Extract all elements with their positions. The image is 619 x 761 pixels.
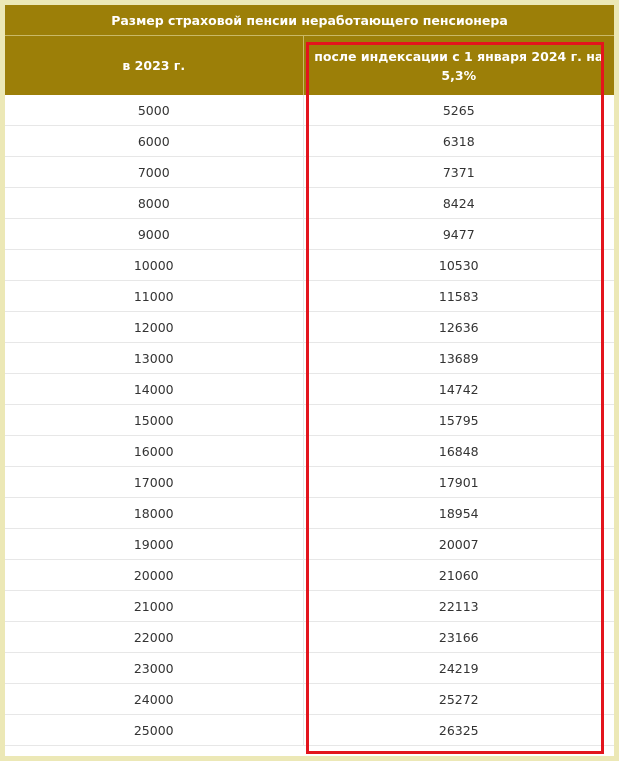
cell-2023-value: 18000 <box>5 498 303 529</box>
cell-2024-value: 6318 <box>303 126 614 157</box>
table-row <box>5 560 614 591</box>
cell-2023-value: 23000 <box>5 653 303 684</box>
cell-2023-value: 25000 <box>5 715 303 746</box>
cell-2024-value: 11583 <box>303 281 614 312</box>
table-row <box>5 250 614 281</box>
cell-2024-value: 22113 <box>303 591 614 622</box>
cell-2024-value: 23166 <box>303 622 614 653</box>
cell-2024-value: 21060 <box>303 560 614 591</box>
cell-2023-value: 10000 <box>5 250 303 281</box>
table-row <box>5 157 614 188</box>
cell-2023-value: 21000 <box>5 591 303 622</box>
cell-2023-value: 15000 <box>5 405 303 436</box>
cell-2024-value: 20007 <box>303 529 614 560</box>
table-title-row <box>5 5 614 36</box>
cell-2023-value: 24000 <box>5 684 303 715</box>
cell-2023-value: 6000 <box>5 126 303 157</box>
column-header-2023: в 2023 г. <box>5 36 303 96</box>
cell-2024-value: 18954 <box>303 498 614 529</box>
cell-2024-value: 8424 <box>303 188 614 219</box>
cell-2023-value: 17000 <box>5 467 303 498</box>
cell-2023-value: 19000 <box>5 529 303 560</box>
column-header-2024: после индексации с 1 января 2024 г. на 5,3% <box>303 36 614 96</box>
table-title: Размер страховой пенсии неработающего пенсионера <box>5 5 614 36</box>
table-row <box>5 312 614 343</box>
cell-2023-value: 14000 <box>5 374 303 405</box>
cell-2024-value: 10530 <box>303 250 614 281</box>
table-row <box>5 653 614 684</box>
cell-2023-value: 5000 <box>5 95 303 126</box>
table-row <box>5 281 614 312</box>
pension-table <box>5 5 614 746</box>
table-row <box>5 436 614 467</box>
table-row <box>5 622 614 653</box>
table-row <box>5 374 614 405</box>
column-header-row <box>5 36 614 96</box>
cell-2023-value: 11000 <box>5 281 303 312</box>
cell-2024-value: 5265 <box>303 95 614 126</box>
table-row <box>5 498 614 529</box>
table-row <box>5 219 614 250</box>
cell-2023-value: 22000 <box>5 622 303 653</box>
cell-2024-value: 17901 <box>303 467 614 498</box>
table-body <box>5 95 614 746</box>
cell-2023-value: 9000 <box>5 219 303 250</box>
table-row <box>5 591 614 622</box>
table-row <box>5 95 614 126</box>
cell-2024-value: 7371 <box>303 157 614 188</box>
cell-2023-value: 16000 <box>5 436 303 467</box>
table-row <box>5 715 614 746</box>
cell-2024-value: 12636 <box>303 312 614 343</box>
table-row <box>5 684 614 715</box>
cell-2024-value: 9477 <box>303 219 614 250</box>
table-row <box>5 405 614 436</box>
cell-2024-value: 14742 <box>303 374 614 405</box>
table-row <box>5 467 614 498</box>
table-row <box>5 188 614 219</box>
cell-2024-value: 15795 <box>303 405 614 436</box>
cell-2023-value: 12000 <box>5 312 303 343</box>
cell-2023-value: 13000 <box>5 343 303 374</box>
cell-2024-value: 24219 <box>303 653 614 684</box>
cell-2024-value: 13689 <box>303 343 614 374</box>
cell-2023-value: 8000 <box>5 188 303 219</box>
cell-2024-value: 16848 <box>303 436 614 467</box>
cell-2024-value: 25272 <box>303 684 614 715</box>
cell-2024-value: 26325 <box>303 715 614 746</box>
table-row <box>5 126 614 157</box>
cell-2023-value: 20000 <box>5 560 303 591</box>
table-row <box>5 529 614 560</box>
table-row <box>5 343 614 374</box>
cell-2023-value: 7000 <box>5 157 303 188</box>
